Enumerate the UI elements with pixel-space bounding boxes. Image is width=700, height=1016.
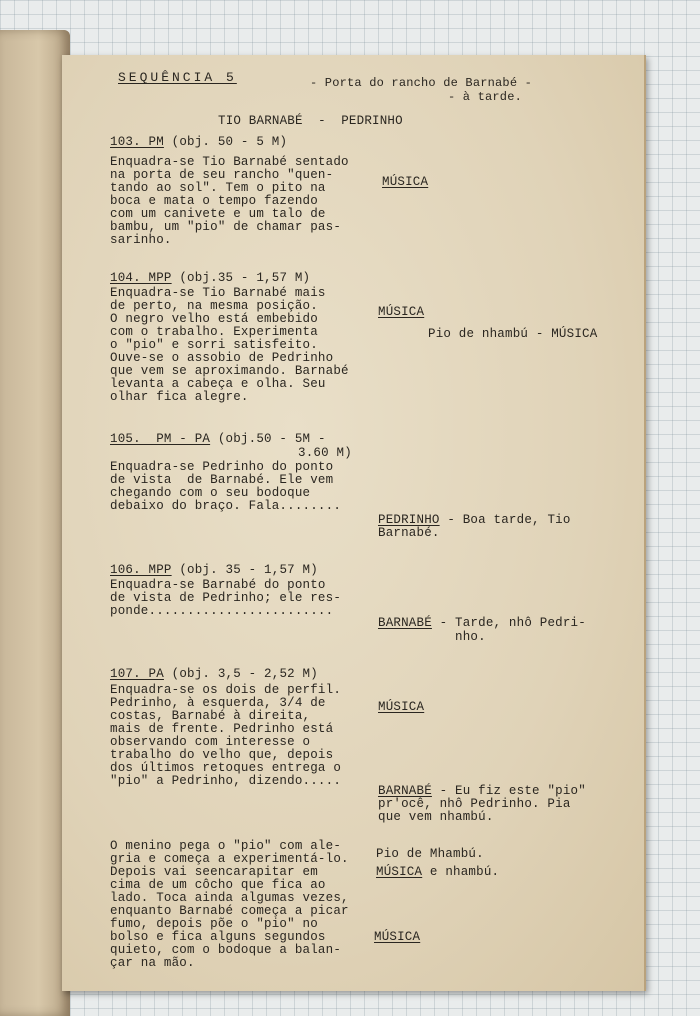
shot-line: dos últimos retoques entrega o: [110, 761, 342, 775]
shot-line: observando com interesse o: [110, 735, 311, 749]
shot-line: Enquadra-se Barnabé do ponto: [110, 578, 326, 592]
location-line-2: - à tarde.: [448, 90, 523, 104]
dialogue-text: pr'ocê, nhô Pedrinho. Pia: [378, 797, 571, 811]
shot-number: 105. PM - PA: [110, 432, 211, 446]
shot-number: 104. MPP: [110, 271, 172, 285]
shot-line: debaixo do braço. Fala........: [110, 499, 342, 513]
shot-line: Enquadra-se Tio Barnabé sentado: [110, 155, 349, 169]
dialogue-text: - Boa tarde, Tio: [439, 513, 571, 527]
audio-cue: MÚSICA: [378, 700, 425, 714]
shot-line: cima de um côcho que fica ao: [110, 878, 326, 892]
shot-line: bolso e fica alguns segundos: [110, 930, 326, 944]
shot-line: de vista de Barnabé. Ele vem: [110, 473, 334, 487]
shot-line: bambu, um "pio" de chamar pas-: [110, 220, 342, 234]
shot-line: Depois vai seencarapitar em: [110, 865, 318, 879]
shot-line: olhar fica alegre.: [110, 390, 249, 404]
shot-line: Enquadra-se os dois de perfil.: [110, 683, 342, 697]
shot-line: o "pio" e sorri satisfeito.: [110, 338, 318, 352]
shot-number: 106. MPP: [110, 563, 172, 577]
audio-cue: MÚSICA: [376, 865, 423, 879]
dialogue-speaker: PEDRINHO: [378, 513, 440, 527]
audio-cue-text: Pio de nhambú - MÚSICA: [428, 327, 598, 341]
shot-line: mais de frente. Pedrinho está: [110, 722, 334, 736]
shot-line: trabalho do velho que, depois: [110, 748, 334, 762]
shot-line: levanta a cabeça e olha. Seu: [110, 377, 326, 391]
characters-line: TIO BARNABÉ - PEDRINHO: [218, 114, 403, 128]
dialogue-text: - Eu fiz este "pio": [431, 784, 586, 798]
shot-line: costas, Barnabé à direita,: [110, 709, 311, 723]
shot-line: ponde........................: [110, 604, 334, 618]
shot-line: com o trabalho. Experimenta: [110, 325, 318, 339]
shot-line: çar na mão.: [110, 956, 195, 970]
shot-number: 103. PM: [110, 135, 164, 149]
shot-spec: (obj.50 - 5M -: [210, 432, 326, 446]
left-page-edge: [0, 30, 70, 1016]
audio-cue-text: Pio de Mhambú.: [376, 847, 484, 861]
shot-line: Pedrinho, à esquerda, 3/4 de: [110, 696, 326, 710]
shot-spec: (obj. 35 - 1,57 M): [171, 563, 318, 577]
shot-line: lado. Toca ainda algumas vezes,: [110, 891, 349, 905]
dialogue-text: que vem nhambú.: [378, 810, 494, 824]
location-line-1: - Porta do rancho de Barnabé -: [310, 76, 533, 90]
shot-line: O menino pega o "pio" com ale-: [110, 839, 342, 853]
shot-line: que vem se aproximando. Barnabé: [110, 364, 349, 378]
shot-spec: (obj.35 - 1,57 M): [171, 271, 311, 285]
dialogue-speaker: BARNABÉ: [378, 784, 432, 798]
audio-cue-text: e nhambú.: [422, 865, 500, 879]
sequence-heading: SEQUÊNCIA 5: [118, 70, 237, 85]
dialogue-text: nho.: [455, 630, 486, 644]
shot-number: 107. PA: [110, 667, 164, 681]
dialogue-speaker: BARNABÉ: [378, 616, 432, 630]
shot-spec: (obj. 3,5 - 2,52 M): [163, 667, 318, 681]
shot-line: quieto, com o bodoque a balan-: [110, 943, 342, 957]
script-page: [62, 55, 646, 991]
shot-line: O negro velho está embebido: [110, 312, 318, 326]
shot-line: Enquadra-se Tio Barnabé mais: [110, 286, 326, 300]
shot-line: sarinho.: [110, 233, 172, 247]
shot-line: Ouve-se o assobio de Pedrinho: [110, 351, 334, 365]
audio-cue: MÚSICA: [382, 175, 429, 189]
shot-line: "pio" a Pedrinho, dizendo.....: [110, 774, 342, 788]
shot-line: boca e mata o tempo fazendo: [110, 194, 318, 208]
shot-spec-cont: 3.60 M): [298, 446, 352, 460]
shot-line: chegando com o seu bodoque: [110, 486, 311, 500]
dialogue-text: Barnabé.: [378, 526, 440, 540]
shot-spec: (obj. 50 - 5 M): [163, 135, 288, 149]
shot-line: com um canivete e um talo de: [110, 207, 326, 221]
audio-cue: MÚSICA: [378, 305, 425, 319]
shot-line: Enquadra-se Pedrinho do ponto: [110, 460, 334, 474]
shot-line: gria e começa a experimentá-lo.: [110, 852, 349, 866]
shot-line: de vista de Pedrinho; ele res-: [110, 591, 342, 605]
shot-line: na porta de seu rancho "quen-: [110, 168, 334, 182]
shot-line: tando ao sol". Tem o pito na: [110, 181, 326, 195]
shot-line: fumo, depois põe o "pio" no: [110, 917, 318, 931]
audio-cue: MÚSICA: [374, 930, 421, 944]
dialogue-text: - Tarde, nhô Pedri-: [431, 616, 586, 630]
shot-line: enquanto Barnabé começa a picar: [110, 904, 349, 918]
shot-line: de perto, na mesma posição.: [110, 299, 318, 313]
